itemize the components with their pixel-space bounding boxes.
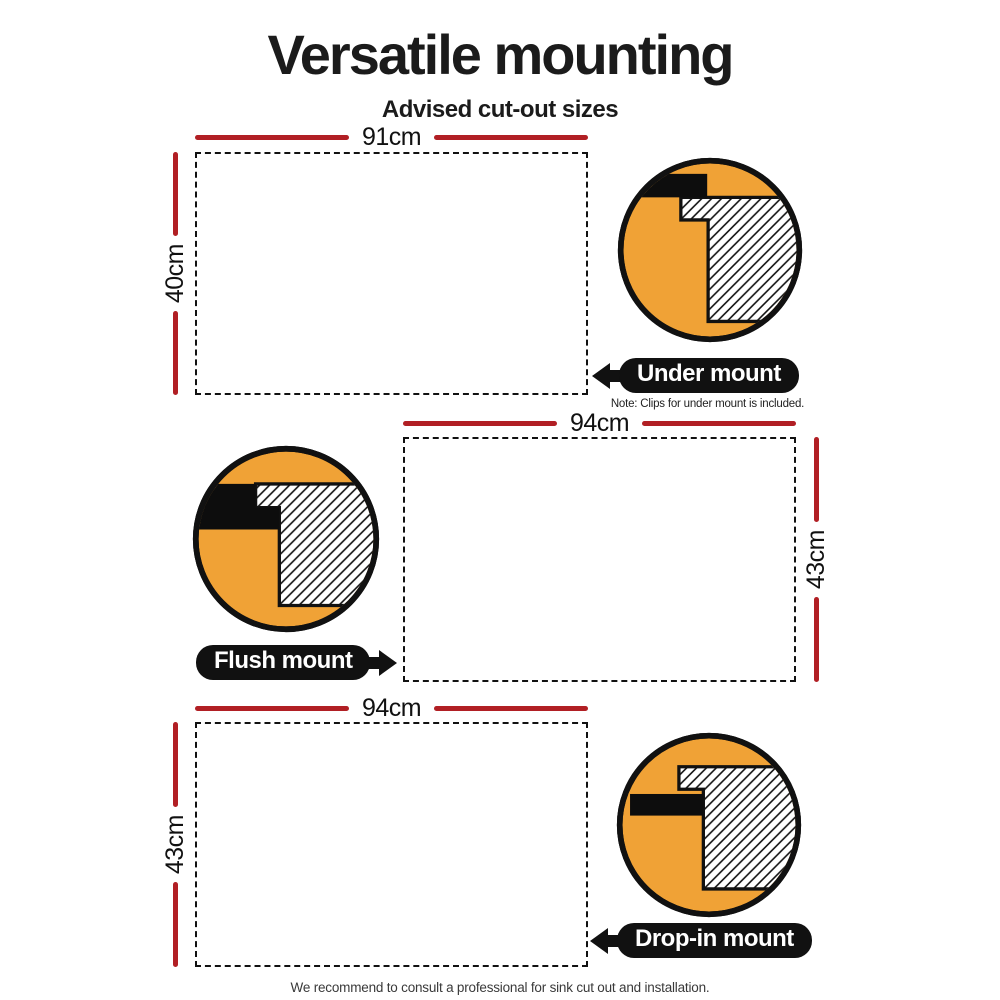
dimension-line <box>434 706 588 711</box>
drop-in-mount-pill: Drop-in mount <box>617 923 812 958</box>
dimension-line <box>173 882 178 967</box>
dimension-line <box>434 135 588 140</box>
flush-width-label: 94cm <box>569 409 630 437</box>
dimension-line <box>173 722 178 807</box>
under-mount-note: Note: Clips for under mount is included. <box>610 398 805 410</box>
page-subtitle: Advised cut-out sizes <box>381 96 619 123</box>
under-height-label: 40cm <box>160 243 189 304</box>
flush-width-dimension <box>403 411 796 436</box>
dimension-line <box>195 706 349 711</box>
dimension-line <box>173 152 178 236</box>
flush-mount-label-row <box>196 645 397 680</box>
arrow-right-icon <box>365 647 397 679</box>
under-cutout-rect <box>195 152 588 395</box>
under-mount-label-row <box>592 358 799 393</box>
under-width-dimension <box>195 125 588 150</box>
dimension-line <box>173 311 178 395</box>
dropin-height-dimension <box>162 722 188 967</box>
flush-mount-pill: Flush mount <box>196 645 370 680</box>
flush-height-dimension <box>803 437 829 682</box>
dimension-line <box>403 421 557 426</box>
dimension-line <box>195 135 349 140</box>
flush-height-label: 43cm <box>801 529 830 590</box>
under-height-dimension <box>162 152 188 395</box>
dropin-width-dimension <box>195 696 588 721</box>
dropin-height-label: 43cm <box>160 814 189 875</box>
under-mount-pill: Under mount <box>619 358 799 393</box>
flush-mount-cross-section-icon <box>191 444 381 634</box>
dimension-line <box>814 437 819 522</box>
dimension-line <box>814 597 819 682</box>
drop-in-mount-label-row <box>590 923 812 958</box>
dropin-cutout-rect <box>195 722 588 967</box>
dimension-line <box>642 421 796 426</box>
page-title: Versatile mounting <box>267 23 733 86</box>
under-width-label: 91cm <box>361 123 422 151</box>
under-mount-cross-section-icon <box>616 156 804 344</box>
footer-disclaimer: We recommend to consult a professional for sink cut out and installation. <box>290 980 710 995</box>
flush-cutout-rect <box>403 437 796 682</box>
drop-in-mount-cross-section-icon <box>615 731 803 919</box>
dropin-width-label: 94cm <box>361 694 422 722</box>
